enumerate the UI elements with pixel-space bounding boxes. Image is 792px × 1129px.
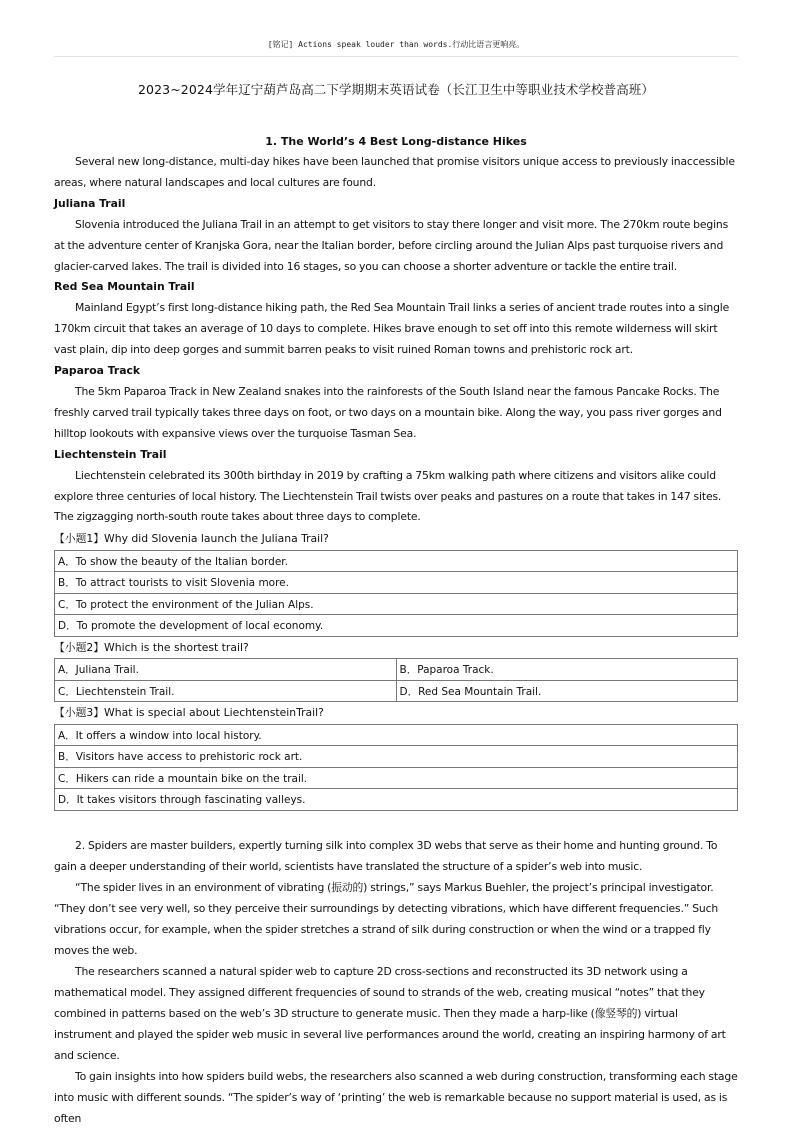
option-2d[interactable]: D．Red Sea Mountain Trail. — [396, 680, 738, 702]
document-title: 2023~2024学年辽宁葫芦岛高二下学期期末英语试卷（长江卫生中等职业技术学校普高班） — [138, 82, 654, 97]
section-text-paparoa: The 5km Paparoa Track in New Zealand snakes into the rainforests of the South Island near the famous Pancake Rocks. The freshly carved trail typically takes three days on foot, or two days on a mountain bike. Along the way, you pass river gorges and hilltop lookouts with expansive views over the turquoise Tasman Sea. — [54, 384, 722, 440]
section-heading-liechtenstein: Liechtenstein Trail — [54, 447, 167, 461]
section-text-liechtenstein: Liechtenstein celebrated its 300th birthday in 2019 by crafting a 75km walking path where citizens and visitors alike could explore three centuries of local history. The Liechtenstein Trail twists over peaks and pastures on a route that takes in 147 sites. The zigzagging north-south route takes about three days to complete. — [54, 468, 722, 524]
header-motto: [铭记] Actions speak louder than words.行动比语言更响亮。 — [267, 40, 525, 49]
option-2a[interactable]: A．Juliana Trail. — [55, 659, 397, 681]
option-1d[interactable]: D．To promote the development of local economy. — [55, 615, 738, 637]
question-3-stem: 【小题3】What is special about LiechtensteinTrail? — [54, 706, 324, 720]
question-2-stem: 【小题2】Which is the shortest trail? — [54, 640, 249, 654]
passage2-paragraph-2: “The spider lives in an environment of vibrating (振动的) strings,” says Markus Buehler, the project’s principal investigator. “They don’t see very well, so they perceive their surroundings by detecting vibrations, which have different frequencies.” Such vibrations occur, for example, when the spider stretches a strand of silk during construction or when the wind or a trapped fly moves the web. — [54, 880, 719, 957]
option-2c[interactable]: C．Liechtenstein Trail. — [55, 680, 397, 702]
passage2-paragraph-3: The researchers scanned a natural spider web to capture 2D cross-sections and reconstructed its 3D network using a mathematical model. They assigned different frequencies of sound to strands of the web, creating musical “notes” that they combined in patterns based on the web’s 3D structure to generate music. Then they made a harp-like (像竖琴的) virtual instrument and played the spider web music in several live performances around the world, creating an inspiring harmony of art and science. — [54, 964, 726, 1062]
option-1a[interactable]: A．To show the beauty of the Italian border. — [55, 550, 738, 572]
section-heading-paparoa: Paparoa Track — [54, 364, 141, 378]
passage1-intro: Several new long-distance, multi-day hikes have been launched that promise visitors unique access to previously inaccessible areas, where natural landscapes and local cultures are found. — [54, 155, 735, 189]
option-1b[interactable]: B．To attract tourists to visit Slovenia more. — [55, 572, 738, 594]
option-1c[interactable]: C．To protect the environment of the Julian Alps. — [55, 593, 738, 615]
question-1-stem: 【小题1】Why did Slovenia launch the Juliana Trail? — [54, 532, 329, 546]
section-heading-juliana: Juliana Trail — [54, 196, 126, 210]
passage2-paragraph-4: To gain insights into how spiders build webs, the researchers also scanned a web during construction, transforming each stage into music with different sounds. “The spider’s way of ‘printing’ the web is remarkable because no support material is used, as is often — [54, 1069, 738, 1125]
option-3c[interactable]: C．Hikers can ride a mountain bike on the trail. — [55, 767, 738, 789]
option-3a[interactable]: A．It offers a window into local history. — [55, 724, 738, 746]
section-heading-red-sea: Red Sea Mountain Trail — [54, 280, 195, 294]
header-divider — [54, 56, 738, 57]
section-text-red-sea: Mainland Egypt’s first long-distance hiking path, the Red Sea Mountain Trail links a series of ancient trade routes into a single 170km circuit that takes an average of 10 days to complete. Hikes brave enough to set off into this remote wilderness will skirt vast plain, dip into deep gorges and summit barren peaks to visit ruined Roman towns and prehistoric rock art. — [54, 301, 730, 357]
option-3b[interactable]: B．Visitors have access to prehistoric rock art. — [55, 746, 738, 768]
question-2-options — [54, 658, 738, 702]
passage2-paragraph-1: 2. Spiders are master builders, expertly turning silk into complex 3D webs that serve as their home and hunting ground. To gain a deeper understanding of their world, scientists have translated the structure of a spider’s web into music. — [54, 838, 718, 873]
section-text-juliana: Slovenia introduced the Juliana Trail in an attempt to get visitors to stay there longer and visit more. The 270km route begins at the adventure center of Kranjska Gora, near the Italian border, before circling around the Julian Alps past turquoise rivers and glacier-carved lakes. The trail is divided into 16 stages, so you can choose a shorter adventure or tackle the entire trail. — [54, 217, 729, 273]
option-3d[interactable]: D．It takes visitors through fascinating valleys. — [55, 789, 738, 811]
question-1-options — [54, 550, 738, 637]
document-body — [54, 132, 738, 1129]
passage1-title: 1. The World’s 4 Best Long-distance Hikes — [265, 135, 527, 148]
question-3-options — [54, 724, 738, 811]
passage-gap — [54, 811, 738, 835]
option-2b[interactable]: B．Paparoa Track. — [396, 659, 738, 681]
